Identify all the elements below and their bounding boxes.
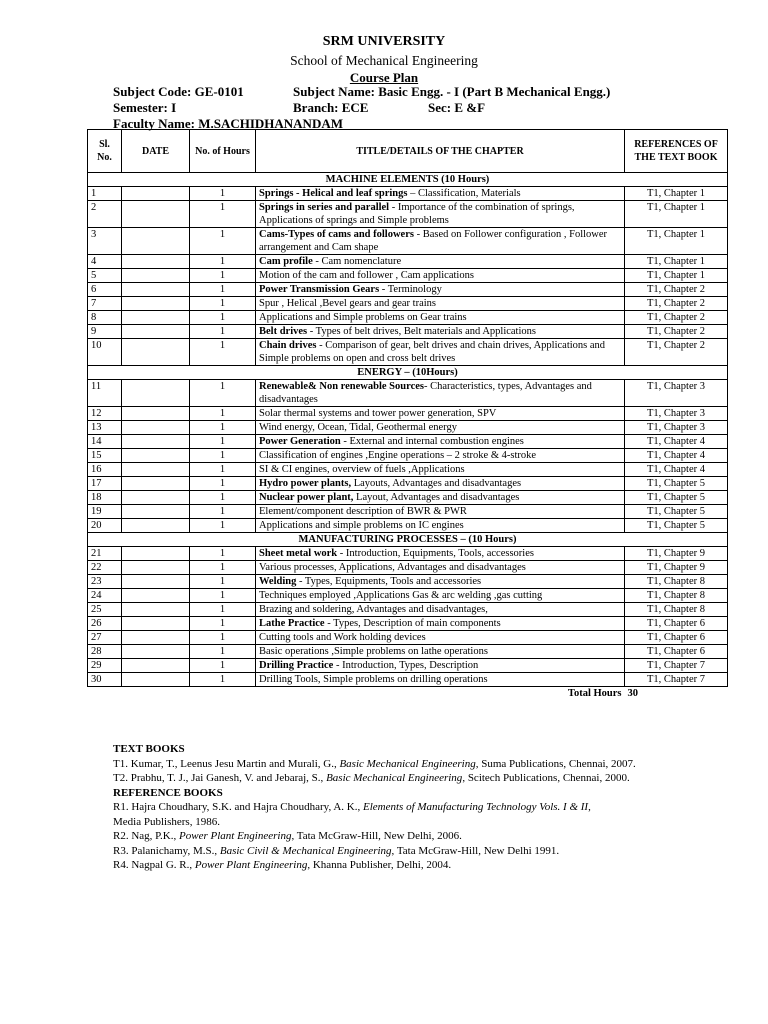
book-entry [113,858,733,873]
books-section [113,742,733,873]
table-row [88,673,728,687]
reference-cell: T1, Chapter 6 [625,645,728,659]
chapter-topic: Power Transmission Gears [259,284,380,295]
chapter-details: - Types, Equipments, Tools and accessories [296,576,482,587]
chapter-details: Layouts, Advantages and disadvantages [351,478,522,489]
chapter-details-cell [256,659,625,673]
table-row [88,325,728,339]
section-title: MACHINE ELEMENTS (10 Hours) [88,173,728,187]
chapter-topic: Sheet metal work [259,548,338,559]
chapter-details: Applications and Simple problems on Gear trains [259,312,467,323]
chapter-details: Element/component description of BWR & PWR [259,506,467,517]
reference-cell: T1, Chapter 4 [625,449,728,463]
table-row [88,561,728,575]
hours-cell: 1 [190,380,256,407]
chapter-details: - Based on Follower configuration , Follower arrangement and Cam shape [259,229,608,253]
book-title: Power Plant Engineering [179,830,292,842]
chapter-details: Basic operations ,Simple problems on lathe operations [259,646,488,657]
hours-cell: 1 [190,449,256,463]
reference-cell: T1, Chapter 9 [625,547,728,561]
section-row [88,533,728,547]
chapter-topic: Power Generation [259,436,341,447]
chapter-details-cell [256,631,625,645]
table-row [88,589,728,603]
chapter-details: – Classification, Materials [407,188,521,199]
book-entry [113,815,733,830]
reference-cell: T1, Chapter 2 [625,283,728,297]
chapter-topic: Springs - Helical and leaf springs [259,188,408,199]
chapter-details-cell [256,255,625,269]
chapter-details: - Terminology [379,284,442,295]
reference-cell: T1, Chapter 3 [625,380,728,407]
chapter-details-cell [256,187,625,201]
date-cell [122,491,190,505]
course-plan-title: Course Plan [349,70,419,85]
table-row [88,519,728,533]
chapter-details: Brazing and soldering, Advantages and disadvantages, [259,604,488,615]
book-title: Basic Mechanical Engineering [326,772,463,784]
chapter-details: Wind energy, Ocean, Tidal, Geothermal energy [259,422,457,433]
chapter-details-cell [256,339,625,366]
reference-cell: T1, Chapter 8 [625,603,728,617]
table-row [88,491,728,505]
table-row [88,449,728,463]
sl-no-cell: 25 [88,603,122,617]
table-body [88,173,728,687]
date-cell [122,228,190,255]
book-entry [113,829,733,844]
semester: Semester: I [113,100,177,115]
date-cell [122,589,190,603]
text-books-heading: TEXT BOOKS [113,743,185,755]
date-cell [122,505,190,519]
table-row [88,659,728,673]
hours-cell: 1 [190,589,256,603]
reference-cell: T1, Chapter 4 [625,435,728,449]
table-row [88,255,728,269]
sl-no-cell: 23 [88,575,122,589]
table-row [88,407,728,421]
sl-no-cell: 19 [88,505,122,519]
book-authors: T2. Prabhu, T. J., Jai Ganesh, V. and Jebaraj, S., [113,772,327,784]
date-cell [122,575,190,589]
date-cell [122,297,190,311]
chapter-details-cell [256,297,625,311]
sl-no-cell: 26 [88,617,122,631]
hours-cell: 1 [190,477,256,491]
book-entry [113,771,733,786]
chapter-details-cell [256,407,625,421]
col-header-hours: No. of Hours [190,130,256,173]
date-cell [122,187,190,201]
sl-no-cell: 3 [88,228,122,255]
book-publisher: , Tata McGraw-Hill, New Delhi 1991. [391,844,560,857]
table-row [88,269,728,283]
chapter-details-cell [256,589,625,603]
hours-cell: 1 [190,617,256,631]
chapter-details-cell [256,673,625,687]
book-publisher: , Khanna Publisher, Delhi, 2004. [307,859,452,871]
book-authors: R3. Palanichamy, M.S., [113,844,220,857]
date-cell [122,339,190,366]
book-title: Power Plant Engineering [194,859,308,871]
hours-cell: 1 [190,505,256,519]
chapter-details: Motion of the cam and follower , Cam applications [259,270,474,281]
reference-cell: T1, Chapter 8 [625,589,728,603]
book-publisher: , [588,801,591,813]
reference-cell: T1, Chapter 1 [625,201,728,228]
table-row [88,380,728,407]
reference-books-heading: REFERENCE BOOKS [113,786,223,799]
chapter-topic: Belt drives [259,326,308,337]
table-row [88,297,728,311]
date-cell [122,645,190,659]
section: Sec: E &F [428,100,486,115]
table-row [88,617,728,631]
book-title: Elements of Manufacturing Technology Vols. I & II [363,801,589,813]
reference-cell: T1, Chapter 5 [625,519,728,533]
date-cell [122,380,190,407]
reference-cell: T1, Chapter 6 [625,631,728,645]
book-publisher: , Scitech Publications, Chennai, 2000. [462,772,630,784]
chapter-details-cell [256,380,625,407]
subject-code: Subject Code: GE-0101 [113,84,244,99]
date-cell [122,325,190,339]
reference-cell: T1, Chapter 3 [625,407,728,421]
chapter-details-cell [256,491,625,505]
table-row [88,339,728,366]
faculty-name: Faculty Name: M.SACHIDHANANDAM [113,116,343,131]
table-row [88,547,728,561]
chapter-topic: Springs in series and parallel [259,202,390,213]
hours-cell: 1 [190,463,256,477]
chapter-details: Layout, Advantages and disadvantages [353,492,520,503]
date-cell [122,617,190,631]
sl-no-cell: 24 [88,589,122,603]
chapter-details-cell [256,269,625,283]
reference-cell: T1, Chapter 8 [625,575,728,589]
section-row [88,173,728,187]
chapter-details: SI & CI engines, overview of fuels ,Applications [259,464,465,475]
chapter-topic: Hydro power plants, [259,478,352,489]
chapter-details: Spur , Helical ,Bevel gears and gear trains [259,298,436,309]
hours-cell: 1 [190,339,256,366]
chapter-details-cell [256,561,625,575]
chapter-details: - External and internal combustion engines [340,436,524,447]
sl-no-cell: 27 [88,631,122,645]
text-books-list [113,757,733,786]
chapter-details-cell [256,575,625,589]
reference-cell: T1, Chapter 3 [625,421,728,435]
sl-no-cell: 13 [88,421,122,435]
reference-cell: T1, Chapter 2 [625,311,728,325]
table-row [88,477,728,491]
table-row [88,421,728,435]
book-publisher: , Tata McGraw-Hill, New Delhi, 2006. [291,830,462,842]
sl-no-cell: 5 [88,269,122,283]
reference-cell: T1, Chapter 9 [625,561,728,575]
chapter-details-cell [256,311,625,325]
hours-cell: 1 [190,547,256,561]
date-cell [122,449,190,463]
col-header-references: REFERENCES OF THE TEXT BOOK [625,130,728,173]
hours-cell: 1 [190,325,256,339]
hours-cell: 1 [190,255,256,269]
sl-no-cell: 7 [88,297,122,311]
sl-no-cell: 8 [88,311,122,325]
sl-no-cell: 11 [88,380,122,407]
sl-no-cell: 12 [88,407,122,421]
date-cell [122,283,190,297]
chapter-details: - Importance of the combination of springs, Applications of springs and Simple problems [259,202,575,226]
date-cell [122,435,190,449]
hours-cell: 1 [190,407,256,421]
chapter-details-cell [256,449,625,463]
sl-no-cell: 28 [88,645,122,659]
reference-cell: T1, Chapter 1 [625,269,728,283]
chapter-details-cell [256,603,625,617]
hours-cell: 1 [190,421,256,435]
date-cell [122,477,190,491]
branch: Branch: ECE [293,100,369,115]
hours-cell: 1 [190,561,256,575]
chapter-details-cell [256,617,625,631]
chapter-details-cell [256,325,625,339]
chapter-details: - Characteristics, types, Advantages and disadvantages [259,381,592,405]
col-header-title: TITLE/DETAILS OF THE CHAPTER [256,130,625,173]
reference-cell: T1, Chapter 2 [625,325,728,339]
chapter-details-cell [256,283,625,297]
table-row [88,187,728,201]
table-row [88,463,728,477]
table-row [88,228,728,255]
reference-cell: T1, Chapter 6 [625,617,728,631]
hours-cell: 1 [190,435,256,449]
sl-no-cell: 30 [88,673,122,687]
table-row [88,505,728,519]
table-row [88,283,728,297]
chapter-details: Solar thermal systems and tower power generation, SPV [259,408,497,419]
date-cell [122,561,190,575]
chapter-details: Cutting tools and Work holding devices [259,632,426,643]
university-title: SRM UNIVERSITY [322,34,446,49]
book-publisher: , Suma Publications, Chennai, 2007. [475,757,636,770]
date-cell [122,407,190,421]
table-row [88,645,728,659]
chapter-details-cell [256,463,625,477]
book-authors: T1. Kumar, T., Leenus Jesu Martin and Murali, G., [113,757,340,770]
table-row [88,575,728,589]
reference-books-list [113,800,733,873]
reference-cell: T1, Chapter 2 [625,339,728,366]
book-title: Basic Civil & Mechanical Engineering [219,844,392,857]
reference-cell: T1, Chapter 7 [625,673,728,687]
date-cell [122,421,190,435]
course-plan-table [87,129,728,700]
date-cell [122,673,190,687]
hours-cell: 1 [190,645,256,659]
col-header-date: DATE [122,130,190,173]
chapter-details: - Introduction, Types, Description [333,660,479,671]
hours-cell: 1 [190,519,256,533]
hours-cell: 1 [190,491,256,505]
date-cell [122,311,190,325]
hours-cell: 1 [190,603,256,617]
subject-name: Subject Name: Basic Engg. - I (Part B Mechanical Engg.) [293,84,611,99]
section-row [88,366,728,380]
chapter-details: Applications and simple problems on IC engines [259,520,464,531]
chapter-details-cell [256,435,625,449]
date-cell [122,519,190,533]
chapter-topic: Chain drives [259,340,317,351]
book-entry [113,844,733,859]
reference-cell: T1, Chapter 5 [625,505,728,519]
chapter-details-cell [256,421,625,435]
chapter-details-cell [256,505,625,519]
sl-no-cell: 22 [88,561,122,575]
book-authors: R2. Nag, P.K., [113,830,180,842]
chapter-details: Classification of engines ,Engine operations – 2 stroke & 4-stroke [259,450,537,461]
book-authors: R4. Nagpal G. R., [113,859,195,871]
book-title: Basic Mechanical Engineering [339,757,476,770]
book-entry [113,800,733,815]
chapter-details: Various processes, Applications, Advantages and disadvantages [259,562,526,573]
date-cell [122,659,190,673]
date-cell [122,201,190,228]
date-cell [122,603,190,617]
reference-cell: T1, Chapter 1 [625,228,728,255]
hours-cell: 1 [190,311,256,325]
chapter-details-cell [256,477,625,491]
sl-no-cell: 4 [88,255,122,269]
date-cell [122,631,190,645]
chapter-topic: Welding [259,576,297,587]
sl-no-cell: 9 [88,325,122,339]
table-row [88,311,728,325]
chapter-details: Techniques employed ,Applications Gas & arc welding ,gas cutting [259,590,543,601]
chapter-details: - Types of belt drives, Belt materials and Applications [307,326,536,337]
hours-cell: 1 [190,201,256,228]
chapter-topic: Cam profile [259,256,313,267]
chapter-details-cell [256,645,625,659]
reference-cell: T1, Chapter 2 [625,297,728,311]
section-title: MANUFACTURING PROCESSES – (10 Hours) [88,533,728,547]
chapter-topic: Cams-Types of cams and followers [259,229,414,240]
table-row [88,201,728,228]
sl-no-cell: 18 [88,491,122,505]
sl-no-cell: 20 [88,519,122,533]
date-cell [122,269,190,283]
book-entry [113,757,733,772]
chapter-details-cell [256,547,625,561]
reference-cell: T1, Chapter 5 [625,491,728,505]
col-header-sl: Sl. No. [88,130,122,173]
hours-cell: 1 [190,297,256,311]
hours-cell: 1 [190,228,256,255]
total-hours-value: 30 [627,688,638,699]
book-authors: Media Publishers, 1986. [113,815,220,828]
chapter-details: - Types, Description of main components [324,618,501,629]
sl-no-cell: 29 [88,659,122,673]
hours-cell: 1 [190,659,256,673]
chapter-details-cell [256,201,625,228]
chapter-details: - Cam nomenclature [312,256,402,267]
hours-cell: 1 [190,631,256,645]
reference-cell: T1, Chapter 1 [625,255,728,269]
sl-no-cell: 15 [88,449,122,463]
chapter-topic: Drilling Practice [259,660,334,671]
chapter-topic: Nuclear power plant, [259,492,354,503]
table-row [88,435,728,449]
date-cell [122,463,190,477]
chapter-details-cell [256,519,625,533]
chapter-details: Drilling Tools, Simple problems on drilling operations [259,674,488,685]
sl-no-cell: 6 [88,283,122,297]
chapter-details-cell [256,228,625,255]
sl-no-cell: 2 [88,201,122,228]
hours-cell: 1 [190,673,256,687]
table-row [88,603,728,617]
school-name: School of Mechanical Engineering [290,53,478,68]
book-authors: R1. Hajra Choudhary, S.K. and Hajra Choudhary, A. K., [113,801,364,813]
sl-no-cell: 10 [88,339,122,366]
hours-cell: 1 [190,269,256,283]
chapter-details: - Comparison of gear, belt drives and chain drives, Applications and Simple problems on open and cross belt drives [259,340,606,364]
chapter-topic: Lathe Practice [259,618,325,629]
sl-no-cell: 17 [88,477,122,491]
sl-no-cell: 21 [88,547,122,561]
chapter-details: - Introduction, Equipments, Tools, accessories [337,548,534,559]
reference-cell: T1, Chapter 1 [625,187,728,201]
sl-no-cell: 16 [88,463,122,477]
reference-cell: T1, Chapter 5 [625,477,728,491]
hours-cell: 1 [190,575,256,589]
sl-no-cell: 14 [88,435,122,449]
date-cell [122,255,190,269]
table-row [88,631,728,645]
reference-cell: T1, Chapter 4 [625,463,728,477]
sl-no-cell: 1 [88,187,122,201]
hours-cell: 1 [190,187,256,201]
total-hours-label: Total Hours [567,688,622,699]
date-cell [122,547,190,561]
reference-cell: T1, Chapter 7 [625,659,728,673]
table-header-row [88,130,728,173]
chapter-topic: Renewable& Non renewable Sources [259,381,424,392]
hours-cell: 1 [190,283,256,297]
section-title: ENERGY – (10Hours) [88,366,728,380]
total-row [88,687,728,701]
